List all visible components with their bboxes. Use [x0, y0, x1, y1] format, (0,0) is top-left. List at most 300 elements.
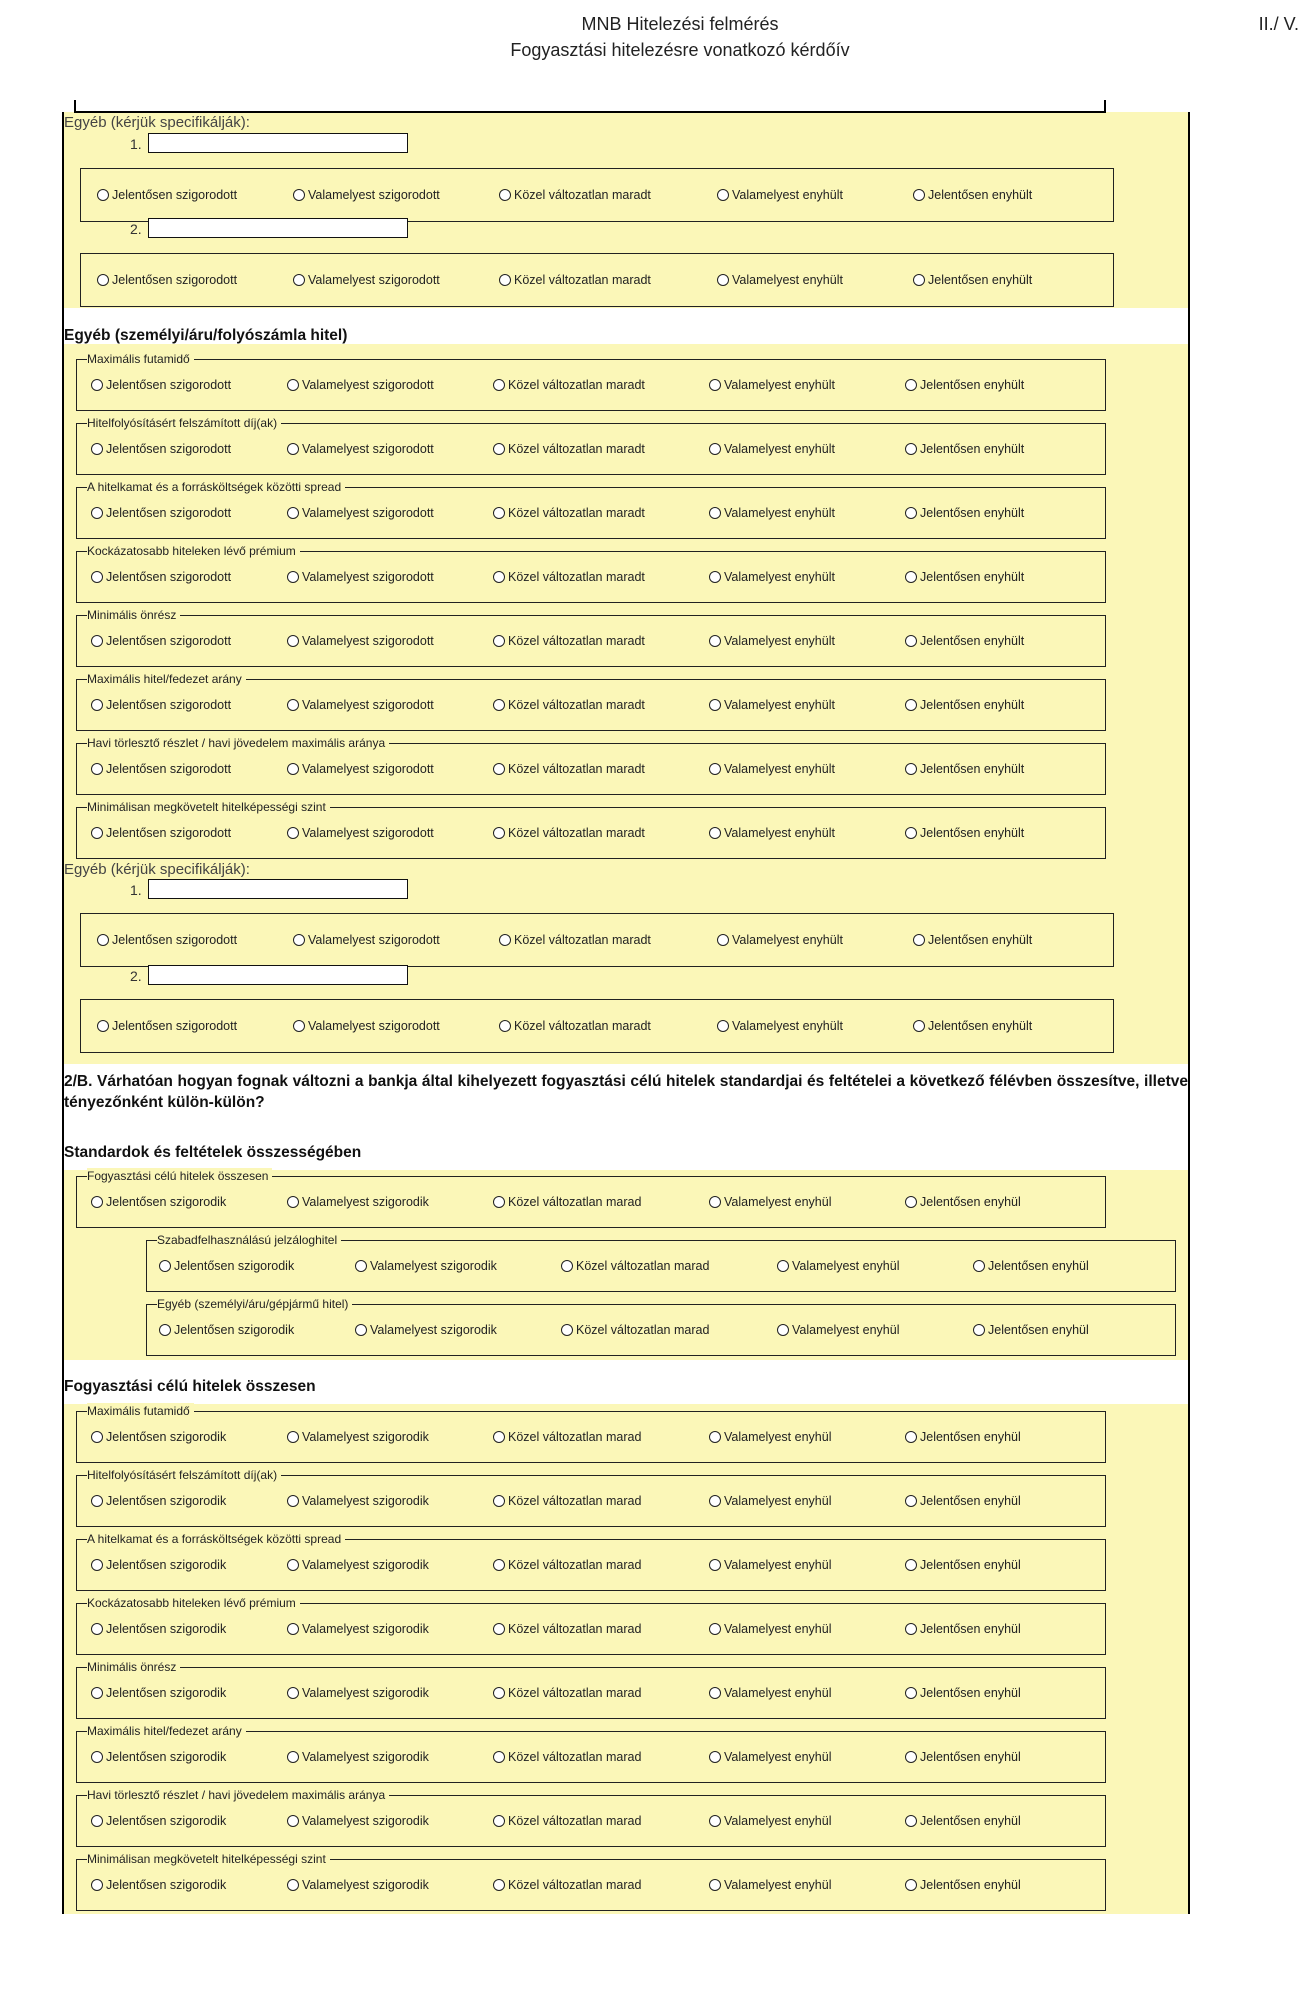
radio-circle-icon[interactable]: [709, 699, 721, 711]
radio-option-unchanged[interactable]: [499, 1019, 651, 1033]
radio-circle-icon[interactable]: [293, 189, 305, 201]
radio-circle-icon[interactable]: [91, 1559, 103, 1571]
radio-circle-icon[interactable]: [91, 763, 103, 775]
radio-circle-icon[interactable]: [709, 443, 721, 455]
radio-option-somewhat-tightened[interactable]: [287, 1430, 429, 1444]
radio-circle-icon[interactable]: [717, 934, 729, 946]
radio-option-strongly-eased[interactable]: [913, 933, 1032, 947]
radio-circle-icon[interactable]: [499, 934, 511, 946]
factor-label: Minimálisan megkövetelt hitelképességi szint: [87, 1851, 330, 1867]
radio-circle-icon[interactable]: [287, 1815, 299, 1827]
radio-option-unchanged[interactable]: [493, 570, 645, 584]
radio-circle-icon[interactable]: [973, 1324, 985, 1336]
radio-option-label: Közel változatlan marad: [508, 1814, 642, 1828]
other-specify-input-2[interactable]: [149, 219, 407, 237]
radio-circle-icon[interactable]: [717, 274, 729, 286]
radio-option-somewhat-tightened[interactable]: [293, 188, 440, 202]
radio-option-label: Jelentősen szigorodott: [106, 378, 232, 392]
radio-circle-icon[interactable]: [709, 1196, 721, 1208]
radio-circle-icon[interactable]: [287, 571, 299, 583]
radio-circle-icon[interactable]: [97, 274, 109, 286]
radio-option-strongly-eased[interactable]: [905, 1686, 1021, 1700]
factor-label: Hitelfolyósításért felszámított díj(ak): [87, 415, 281, 431]
radio-circle-icon[interactable]: [287, 1495, 299, 1507]
radio-option-somewhat-eased[interactable]: [709, 1558, 831, 1572]
radio-circle-icon[interactable]: [709, 1495, 721, 1507]
radio-option-label: Közel változatlan maradt: [514, 273, 651, 287]
factor-label: Maximális hitel/fedezet arány: [87, 671, 246, 687]
radio-option-strongly-tightened[interactable]: [97, 188, 237, 202]
radio-option-strongly-eased[interactable]: [973, 1259, 1089, 1273]
radio-circle-icon[interactable]: [905, 1495, 917, 1507]
radio-option-somewhat-eased[interactable]: [709, 1814, 831, 1828]
radio-option-strongly-eased[interactable]: [973, 1323, 1089, 1337]
radio-option-somewhat-tightened[interactable]: [355, 1323, 497, 1337]
radio-option-label: Jelentősen szigorodik: [106, 1878, 227, 1892]
radio-circle-icon[interactable]: [91, 1751, 103, 1763]
radio-circle-icon[interactable]: [709, 763, 721, 775]
radio-option-somewhat-tightened[interactable]: [287, 378, 434, 392]
radio-circle-icon[interactable]: [905, 1751, 917, 1763]
radio-circle-icon[interactable]: [499, 1020, 511, 1032]
radio-option-label: Valamelyest enyhült: [724, 506, 835, 520]
radio-circle-icon[interactable]: [493, 1431, 505, 1443]
radio-option-somewhat-tightened[interactable]: [287, 1878, 429, 1892]
radio-circle-icon[interactable]: [91, 1815, 103, 1827]
radio-option-somewhat-eased[interactable]: [709, 506, 835, 520]
radio-circle-icon[interactable]: [493, 1196, 505, 1208]
radio-circle-icon[interactable]: [905, 1623, 917, 1635]
radio-option-unchanged[interactable]: [493, 1686, 641, 1700]
radio-circle-icon[interactable]: [493, 507, 505, 519]
radio-option-somewhat-tightened[interactable]: [293, 933, 440, 947]
radio-option-somewhat-eased[interactable]: [709, 1750, 831, 1764]
radio-option-label: Valamelyest szigorodik: [302, 1195, 429, 1209]
radio-option-label: Jelentősen enyhül: [920, 1622, 1021, 1636]
radio-circle-icon[interactable]: [905, 1815, 917, 1827]
radio-option-strongly-tightened[interactable]: [91, 378, 231, 392]
radio-option-somewhat-eased[interactable]: [709, 826, 835, 840]
other-specify-input-1[interactable]: [149, 134, 407, 152]
radio-option-somewhat-tightened[interactable]: [287, 1195, 429, 1209]
radio-option-label: Valamelyest szigorodott: [302, 826, 434, 840]
radio-option-label: Jelentősen szigorodik: [106, 1195, 227, 1209]
radio-circle-icon[interactable]: [709, 827, 721, 839]
radio-option-unchanged[interactable]: [493, 1430, 641, 1444]
radio-option-label: Valamelyest szigorodott: [302, 698, 434, 712]
radio-option-strongly-tightened[interactable]: [91, 1750, 226, 1764]
radio-option-strongly-tightened[interactable]: [97, 933, 237, 947]
radio-circle-icon[interactable]: [287, 1687, 299, 1699]
radio-circle-icon[interactable]: [709, 1815, 721, 1827]
question-2b: 2/B. Várhatóan hogyan fognak változni a bankja által kihelyezett fogyasztási célú hitelek standardjai és feltételei a következő félévben összesítve, illetve tényezőnként külön-külön?: [64, 1073, 1188, 1111]
radio-option-label: Jelentősen szigorodik: [174, 1259, 295, 1273]
radio-circle-icon[interactable]: [97, 189, 109, 201]
radio-circle-icon[interactable]: [355, 1260, 367, 1272]
radio-circle-icon[interactable]: [493, 1495, 505, 1507]
radio-option-strongly-tightened[interactable]: [91, 506, 231, 520]
radio-option-somewhat-tightened[interactable]: [293, 273, 440, 287]
radio-circle-icon[interactable]: [97, 934, 109, 946]
radio-circle-icon[interactable]: [709, 1879, 721, 1891]
radio-option-unchanged[interactable]: [561, 1259, 709, 1273]
radio-circle-icon[interactable]: [777, 1324, 789, 1336]
radio-option-label: Valamelyest enyhült: [732, 933, 843, 947]
radio-circle-icon[interactable]: [709, 571, 721, 583]
radio-circle-icon[interactable]: [287, 1751, 299, 1763]
radio-option-unchanged[interactable]: [493, 698, 645, 712]
radio-circle-icon[interactable]: [905, 763, 917, 775]
radio-circle-icon[interactable]: [717, 1020, 729, 1032]
radio-circle-icon[interactable]: [493, 571, 505, 583]
radio-option-somewhat-tightened[interactable]: [287, 1494, 429, 1508]
radio-circle-icon[interactable]: [717, 189, 729, 201]
radio-option-strongly-tightened[interactable]: [91, 1686, 226, 1700]
radio-circle-icon[interactable]: [91, 571, 103, 583]
radio-option-strongly-eased[interactable]: [905, 1558, 1021, 1572]
radio-option-strongly-eased[interactable]: [905, 1494, 1021, 1508]
standards-total-label: Fogyasztási célú hitelek összesen: [87, 1168, 272, 1184]
radio-option-label: Jelentősen enyhült: [920, 634, 1025, 648]
radio-circle-icon[interactable]: [905, 635, 917, 647]
other-specify-field-1[interactable]: [148, 133, 408, 153]
radio-option-unchanged[interactable]: [499, 273, 651, 287]
radio-circle-icon[interactable]: [905, 1196, 917, 1208]
radio-circle-icon[interactable]: [97, 1020, 109, 1032]
radio-circle-icon[interactable]: [709, 1559, 721, 1571]
radio-option-unchanged[interactable]: [493, 634, 645, 648]
radio-circle-icon[interactable]: [905, 699, 917, 711]
radio-circle-icon[interactable]: [499, 189, 511, 201]
radio-option-strongly-eased[interactable]: [905, 378, 1024, 392]
radio-option-strongly-tightened[interactable]: [91, 698, 231, 712]
radio-circle-icon[interactable]: [91, 1879, 103, 1891]
radio-option-label: Jelentősen szigorodott: [106, 506, 232, 520]
document-title: MNB Hitelezési felmérés: [581, 14, 779, 34]
radio-option-label: Jelentősen szigorodott: [106, 634, 232, 648]
radio-circle-icon[interactable]: [913, 1020, 925, 1032]
radio-circle-icon[interactable]: [287, 827, 299, 839]
radio-option-strongly-eased[interactable]: [913, 188, 1032, 202]
radio-option-strongly-eased[interactable]: [905, 570, 1024, 584]
radio-option-somewhat-tightened[interactable]: [287, 1750, 429, 1764]
radio-circle-icon[interactable]: [287, 507, 299, 519]
radio-option-somewhat-tightened[interactable]: [293, 1019, 440, 1033]
radio-option-strongly-tightened[interactable]: [97, 1019, 237, 1033]
other-specify-field-2[interactable]: [148, 218, 408, 238]
radio-circle-icon[interactable]: [91, 1431, 103, 1443]
radio-circle-icon[interactable]: [493, 827, 505, 839]
radio-option-strongly-eased[interactable]: [905, 442, 1024, 456]
radio-circle-icon[interactable]: [493, 443, 505, 455]
radio-option-somewhat-eased[interactable]: [709, 378, 835, 392]
radio-circle-icon[interactable]: [91, 379, 103, 391]
radio-circle-icon[interactable]: [499, 274, 511, 286]
radio-option-somewhat-eased[interactable]: [709, 570, 835, 584]
radio-circle-icon[interactable]: [493, 699, 505, 711]
radio-option-strongly-tightened[interactable]: [91, 1622, 226, 1636]
radio-circle-icon[interactable]: [905, 379, 917, 391]
factor-a-fees: [76, 416, 1106, 475]
radio-option-strongly-eased[interactable]: [905, 1750, 1021, 1764]
radio-option-strongly-tightened[interactable]: [91, 1878, 226, 1892]
radio-circle-icon[interactable]: [709, 507, 721, 519]
radio-option-strongly-tightened[interactable]: [159, 1259, 294, 1273]
radio-option-strongly-eased[interactable]: [905, 1195, 1021, 1209]
radio-circle-icon[interactable]: [709, 1431, 721, 1443]
factor-label: Hitelfolyósításért felszámított díj(ak): [87, 1467, 281, 1483]
radio-option-label: Jelentősen szigorodik: [106, 1622, 227, 1636]
radio-circle-icon[interactable]: [287, 1879, 299, 1891]
radio-circle-icon[interactable]: [709, 1687, 721, 1699]
radio-option-label: Jelentősen szigorodott: [112, 933, 238, 947]
radio-circle-icon[interactable]: [293, 274, 305, 286]
radio-option-somewhat-eased[interactable]: [709, 634, 835, 648]
radio-circle-icon[interactable]: [709, 635, 721, 647]
radio-circle-icon[interactable]: [905, 1879, 917, 1891]
radio-option-strongly-tightened[interactable]: [91, 442, 231, 456]
radio-circle-icon[interactable]: [905, 1687, 917, 1699]
radio-option-unchanged[interactable]: [493, 1622, 641, 1636]
radio-option-unchanged[interactable]: [493, 378, 645, 392]
radio-option-unchanged[interactable]: [493, 442, 645, 456]
radio-option-strongly-eased[interactable]: [905, 1878, 1021, 1892]
radio-option-somewhat-tightened[interactable]: [287, 442, 434, 456]
radio-circle-icon[interactable]: [913, 934, 925, 946]
radio-circle-icon[interactable]: [493, 763, 505, 775]
radio-option-label: Valamelyest szigorodott: [302, 506, 434, 520]
radio-option-label: Jelentősen enyhül: [920, 1686, 1021, 1700]
radio-option-strongly-tightened[interactable]: [91, 570, 231, 584]
radio-circle-icon[interactable]: [973, 1260, 985, 1272]
radio-circle-icon[interactable]: [293, 934, 305, 946]
radio-circle-icon[interactable]: [287, 443, 299, 455]
radio-option-label: Valamelyest szigorodik: [370, 1323, 497, 1337]
radio-option-somewhat-tightened[interactable]: [287, 570, 434, 584]
radio-circle-icon[interactable]: [91, 1196, 103, 1208]
radio-option-somewhat-tightened[interactable]: [355, 1259, 497, 1273]
radio-option-somewhat-eased[interactable]: [709, 1686, 831, 1700]
radio-option-label: Valamelyest enyhül: [724, 1430, 832, 1444]
radio-option-strongly-eased[interactable]: [905, 698, 1024, 712]
radio-option-strongly-tightened[interactable]: [91, 1814, 226, 1828]
radio-option-label: Jelentősen enyhül: [920, 1814, 1021, 1828]
radio-option-label: Jelentősen szigorodott: [112, 273, 238, 287]
factor-label: Minimálisan megkövetelt hitelképességi szint: [87, 799, 330, 815]
radio-option-unchanged[interactable]: [493, 826, 645, 840]
radio-option-label: Valamelyest szigorodik: [302, 1558, 429, 1572]
radio-option-label: Közel változatlan maradt: [508, 698, 645, 712]
radio-option-label: Valamelyest enyhül: [792, 1259, 900, 1273]
radio-option-somewhat-eased[interactable]: [709, 762, 835, 776]
radio-option-strongly-tightened[interactable]: [91, 762, 231, 776]
radio-option-label: Valamelyest szigorodott: [302, 442, 434, 456]
radio-option-somewhat-tightened[interactable]: [287, 698, 434, 712]
radio-option-unchanged[interactable]: [493, 1878, 641, 1892]
radio-circle-icon[interactable]: [905, 1431, 917, 1443]
radio-option-label: Valamelyest enyhül: [724, 1494, 832, 1508]
radio-circle-icon[interactable]: [91, 635, 103, 647]
radio-option-strongly-eased[interactable]: [905, 634, 1024, 648]
document-subtitle: Fogyasztási hitelezésre vonatkozó kérdőív: [510, 40, 850, 60]
radio-circle-icon[interactable]: [91, 699, 103, 711]
other-2-options-box: [80, 253, 1114, 307]
radio-circle-icon[interactable]: [493, 1815, 505, 1827]
radio-option-somewhat-eased[interactable]: [709, 698, 835, 712]
radio-option-somewhat-tightened[interactable]: [287, 1814, 429, 1828]
radio-option-label: Valamelyest szigorodik: [302, 1686, 429, 1700]
radio-option-unchanged[interactable]: [493, 1814, 641, 1828]
radio-circle-icon[interactable]: [287, 379, 299, 391]
radio-option-somewhat-eased[interactable]: [709, 442, 835, 456]
radio-circle-icon[interactable]: [913, 274, 925, 286]
radio-circle-icon[interactable]: [91, 1687, 103, 1699]
radio-circle-icon[interactable]: [159, 1324, 171, 1336]
radio-circle-icon[interactable]: [287, 635, 299, 647]
radio-circle-icon[interactable]: [913, 189, 925, 201]
radio-option-unchanged[interactable]: [499, 188, 651, 202]
radio-circle-icon[interactable]: [91, 827, 103, 839]
radio-option-strongly-eased[interactable]: [905, 1814, 1021, 1828]
radio-option-somewhat-eased[interactable]: [777, 1323, 899, 1337]
radio-option-label: Jelentősen szigorodik: [106, 1750, 227, 1764]
radio-option-strongly-tightened[interactable]: [91, 1494, 226, 1508]
radio-circle-icon[interactable]: [355, 1324, 367, 1336]
radio-option-strongly-eased[interactable]: [905, 762, 1024, 776]
other-specify-input-a1[interactable]: [149, 880, 407, 898]
radio-circle-icon[interactable]: [561, 1260, 573, 1272]
radio-option-label: Valamelyest enyhült: [732, 1019, 843, 1033]
radio-circle-icon[interactable]: [493, 1879, 505, 1891]
radio-circle-icon[interactable]: [91, 443, 103, 455]
radio-option-label: Jelentősen szigorodott: [112, 1019, 238, 1033]
radio-option-strongly-tightened[interactable]: [91, 1430, 226, 1444]
radio-circle-icon[interactable]: [287, 1559, 299, 1571]
radio-option-somewhat-eased[interactable]: [709, 1430, 831, 1444]
other-specify-field-a1[interactable]: [148, 879, 408, 899]
radio-option-somewhat-eased[interactable]: [709, 1494, 831, 1508]
radio-option-label: Valamelyest szigorodott: [302, 378, 434, 392]
radio-option-strongly-tightened[interactable]: [91, 826, 231, 840]
radio-option-somewhat-eased[interactable]: [717, 933, 843, 947]
radio-circle-icon[interactable]: [905, 571, 917, 583]
radio-circle-icon[interactable]: [493, 1559, 505, 1571]
radio-option-somewhat-tightened[interactable]: [287, 634, 434, 648]
radio-option-unchanged[interactable]: [561, 1323, 709, 1337]
radio-option-label: Közel változatlan maradt: [508, 570, 645, 584]
factor-a-ltv: [76, 672, 1106, 731]
radio-option-label: Valamelyest enyhült: [724, 762, 835, 776]
radio-circle-icon[interactable]: [159, 1260, 171, 1272]
radio-option-unchanged[interactable]: [493, 506, 645, 520]
radio-circle-icon[interactable]: [905, 507, 917, 519]
radio-circle-icon[interactable]: [905, 1559, 917, 1571]
radio-option-label: Valamelyest enyhül: [792, 1323, 900, 1337]
radio-option-somewhat-tightened[interactable]: [287, 826, 434, 840]
radio-option-somewhat-eased[interactable]: [709, 1622, 831, 1636]
radio-option-label: Jelentősen enyhült: [920, 506, 1025, 520]
radio-option-unchanged[interactable]: [493, 1558, 641, 1572]
radio-option-label: Valamelyest enyhült: [732, 273, 843, 287]
radio-option-strongly-tightened[interactable]: [97, 273, 237, 287]
radio-option-unchanged[interactable]: [493, 762, 645, 776]
radio-option-strongly-tightened[interactable]: [91, 634, 231, 648]
radio-option-somewhat-tightened[interactable]: [287, 1558, 429, 1572]
radio-circle-icon[interactable]: [493, 1687, 505, 1699]
radio-circle-icon[interactable]: [287, 763, 299, 775]
radio-option-somewhat-eased[interactable]: [717, 273, 843, 287]
radio-option-label: Valamelyest enyhült: [724, 378, 835, 392]
radio-circle-icon[interactable]: [293, 1020, 305, 1032]
radio-circle-icon[interactable]: [493, 1751, 505, 1763]
radio-option-label: Közel változatlan marad: [508, 1430, 642, 1444]
radio-option-somewhat-eased[interactable]: [709, 1878, 831, 1892]
radio-option-label: Közel változatlan marad: [508, 1622, 642, 1636]
radio-circle-icon[interactable]: [287, 699, 299, 711]
radio-circle-icon[interactable]: [905, 443, 917, 455]
radio-option-strongly-eased[interactable]: [905, 1622, 1021, 1636]
radio-option-strongly-eased[interactable]: [913, 1019, 1032, 1033]
radio-circle-icon[interactable]: [91, 507, 103, 519]
radio-option-somewhat-tightened[interactable]: [287, 506, 434, 520]
radio-option-strongly-tightened[interactable]: [91, 1558, 226, 1572]
radio-option-somewhat-tightened[interactable]: [287, 1622, 429, 1636]
radio-option-somewhat-eased[interactable]: [709, 1195, 831, 1209]
radio-option-strongly-eased[interactable]: [905, 506, 1024, 520]
other-specify-input-a2[interactable]: [149, 966, 407, 984]
radio-option-unchanged[interactable]: [499, 933, 651, 947]
radio-circle-icon[interactable]: [709, 1623, 721, 1635]
radio-circle-icon[interactable]: [561, 1324, 573, 1336]
radio-option-strongly-eased[interactable]: [913, 273, 1032, 287]
radio-option-strongly-eased[interactable]: [905, 1430, 1021, 1444]
radio-circle-icon[interactable]: [709, 1751, 721, 1763]
radio-option-label: Jelentősen szigorodott: [106, 762, 232, 776]
radio-circle-icon[interactable]: [287, 1196, 299, 1208]
radio-option-unchanged[interactable]: [493, 1494, 641, 1508]
radio-option-label: Valamelyest szigorodott: [302, 570, 434, 584]
radio-option-somewhat-eased[interactable]: [717, 1019, 843, 1033]
radio-circle-icon[interactable]: [493, 1623, 505, 1635]
radio-option-somewhat-eased[interactable]: [777, 1259, 899, 1273]
radio-circle-icon[interactable]: [777, 1260, 789, 1272]
radio-option-unchanged[interactable]: [493, 1750, 641, 1764]
factor-b-risk-premium: [76, 1596, 1106, 1655]
radio-option-label: Valamelyest szigorodik: [302, 1814, 429, 1828]
other-specify-field-a2[interactable]: [148, 965, 408, 985]
radio-option-unchanged[interactable]: [493, 1195, 641, 1209]
radio-option-strongly-tightened[interactable]: [159, 1323, 294, 1337]
factor-a-creditworthiness: [76, 800, 1106, 859]
radio-circle-icon[interactable]: [493, 379, 505, 391]
radio-circle-icon[interactable]: [91, 1495, 103, 1507]
radio-circle-icon[interactable]: [905, 827, 917, 839]
radio-option-strongly-eased[interactable]: [905, 826, 1024, 840]
radio-circle-icon[interactable]: [91, 1623, 103, 1635]
radio-option-label: Valamelyest szigorodik: [302, 1878, 429, 1892]
radio-option-somewhat-tightened[interactable]: [287, 762, 434, 776]
radio-option-somewhat-eased[interactable]: [717, 188, 843, 202]
radio-circle-icon[interactable]: [287, 1431, 299, 1443]
radio-option-label: Jelentősen enyhült: [920, 762, 1025, 776]
radio-option-strongly-tightened[interactable]: [91, 1195, 226, 1209]
radio-option-label: Jelentősen enyhült: [920, 698, 1025, 712]
radio-circle-icon[interactable]: [493, 635, 505, 647]
radio-option-somewhat-tightened[interactable]: [287, 1686, 429, 1700]
radio-circle-icon[interactable]: [709, 379, 721, 391]
radio-option-label: Valamelyest enyhül: [724, 1750, 832, 1764]
radio-circle-icon[interactable]: [287, 1623, 299, 1635]
